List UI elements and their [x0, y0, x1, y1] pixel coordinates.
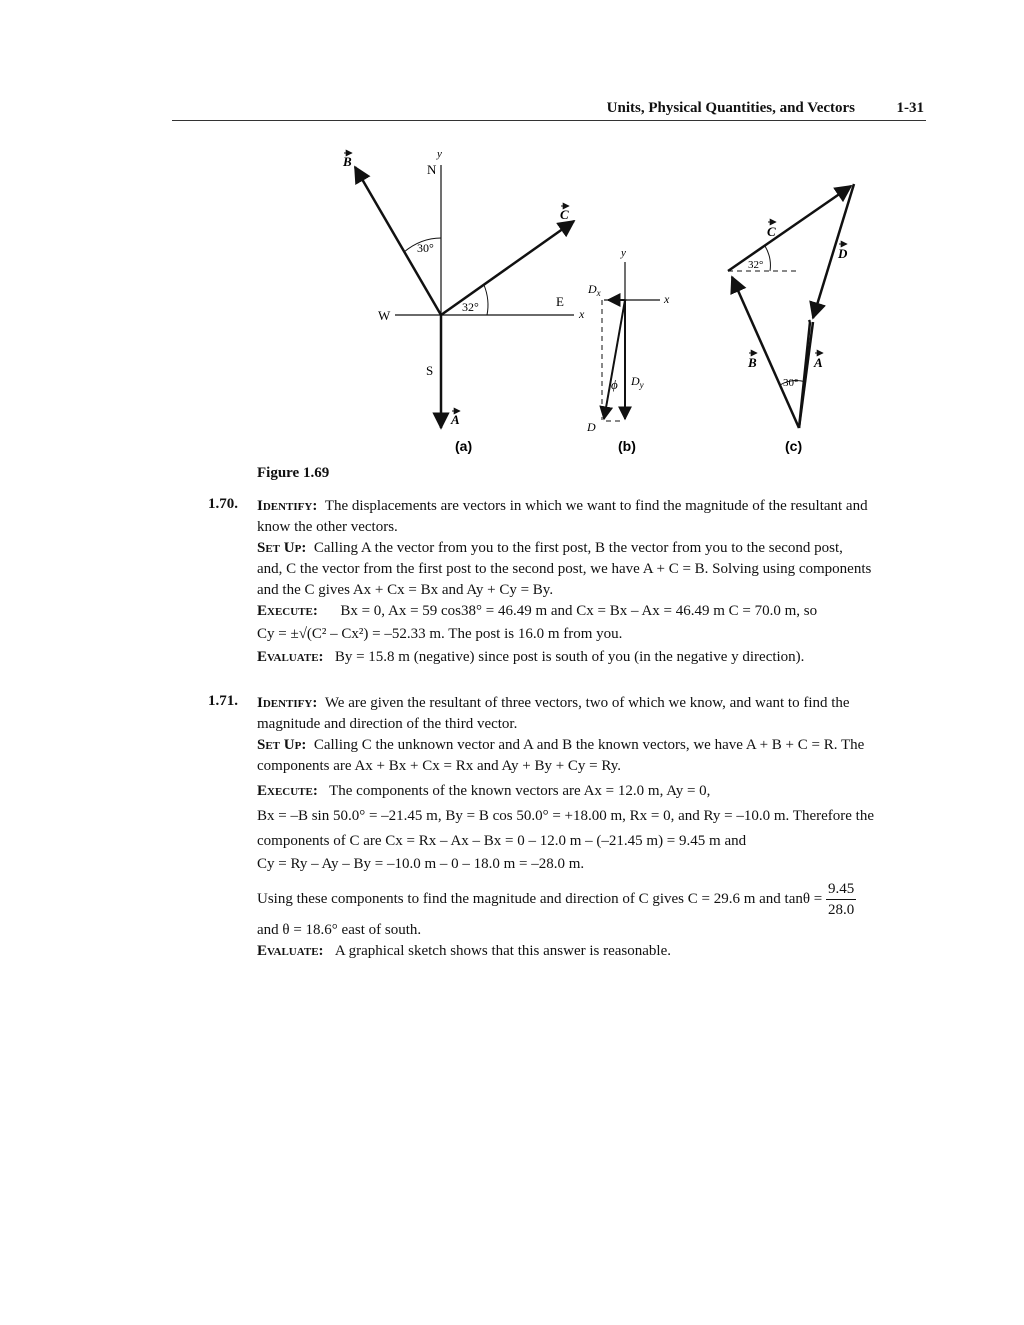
- execute-text-4: Cy = Ry – Ay – By = –10.0 m – 0 – 18.0 m = –28.0 m.: [257, 856, 585, 872]
- setup-text-2: and, C the vector from the first post to the second post, we have A + C = B. Solving using components: [257, 561, 872, 577]
- execute-170: [257, 601, 927, 622]
- panel-a: [342, 148, 585, 454]
- evaluate-text: A graphical sketch shows that this answer is reasonable.: [334, 943, 671, 959]
- label-vec-c-c: C: [767, 224, 776, 239]
- label-vec-c: C: [560, 207, 569, 222]
- label-vec-b-c: B: [748, 355, 757, 370]
- panel-a-label: (a): [455, 438, 473, 454]
- execute-text-2: Bx = –B sin 50.0° = –21.45 m, By = B cos 50.0° = +18.00 m, Rx = 0, and Ry = –10.0 m. Therefore the: [257, 808, 874, 824]
- panel-c-label: (c): [785, 438, 803, 454]
- evaluate-171: [257, 941, 927, 962]
- problem-170: [257, 496, 927, 668]
- tan-fraction: [826, 879, 856, 920]
- angle-30-c: 30°: [783, 377, 799, 389]
- label-e: E: [556, 294, 564, 309]
- label-w: W: [378, 308, 391, 323]
- evaluate-label: Evaluate:: [257, 649, 324, 665]
- identify-text-2: magnitude and direction of the third vector.: [257, 716, 518, 732]
- execute-text: Bx = 0, Ax = 59 cos38° = 46.49 m and Cx = Bx – Ax = 46.49 m C = 70.0 m, so: [340, 603, 818, 619]
- label-dx: $D_x$: [588, 282, 601, 298]
- setup-text-3: and the C gives Ax + Cx = Bx and Ay + Cy = By.: [257, 582, 554, 598]
- evaluate-text: By = 15.8 m (negative) since post is south of you (in the negative y direction).: [334, 649, 805, 665]
- label-x-b: x: [664, 292, 670, 306]
- problem-number-171: 1.71.: [208, 693, 238, 709]
- setup-170: [257, 538, 927, 559]
- header-title: Units, Physical Quantities, and Vectors: [606, 100, 855, 116]
- panel-c: [728, 184, 854, 454]
- page-number: 1-31: [896, 100, 924, 116]
- label-s: S: [426, 363, 434, 378]
- label-x: x: [579, 307, 585, 321]
- label-vec-a-c: A: [814, 355, 823, 370]
- setup-label: Set Up:: [257, 540, 307, 556]
- figure-caption: Figure 1.69: [257, 465, 330, 481]
- identify-text: The displacements are vectors in which we want to find the magnitude of the resultant and: [324, 498, 868, 514]
- setup-171: [257, 735, 927, 756]
- figure-1-69: [0, 0, 1024, 470]
- fraction-denominator: 28.0: [828, 902, 855, 918]
- panel-b: [586, 247, 670, 454]
- evaluate-label: Evaluate:: [257, 943, 324, 959]
- execute-text: The components of the known vectors are Ax = 12.0 m, Ay = 0,: [329, 783, 711, 799]
- arc-32-c: [765, 246, 770, 271]
- setup-text: Calling C the unknown vector and A and B the known vectors, we have A + B + C = R. The: [313, 737, 865, 753]
- execute-label: Execute:: [257, 603, 318, 619]
- vector-d: [604, 300, 625, 419]
- panel-b-label: (b): [618, 438, 636, 454]
- label-dy: $D_y$: [631, 374, 644, 390]
- vector-d-arrow: [813, 184, 854, 318]
- angle-32-c: 32°: [748, 259, 764, 271]
- label-n: N: [427, 162, 437, 177]
- execute-text-5: Using these components to find the magnitude and direction of C gives C = 29.6 m and tanθ =: [257, 890, 823, 907]
- label-y-b: y: [621, 247, 626, 259]
- vector-c-arrow: [441, 221, 574, 315]
- vector-a-head: [809, 320, 810, 322]
- label-vec-a: A: [451, 412, 460, 427]
- identify-label: Identify:: [257, 695, 318, 711]
- vector-b-arrow-c: [732, 277, 799, 428]
- evaluate-170: [257, 647, 927, 668]
- identify-label: Identify:: [257, 498, 318, 514]
- identify-text-2: know the other vectors.: [257, 519, 398, 535]
- execute-text-5-row: [257, 879, 927, 920]
- execute-text-2: Cy = ±√(C² – Cx²) = –52.33 m. The post is 16.0 m from you.: [257, 626, 623, 642]
- fraction-numerator: 9.45: [826, 879, 856, 900]
- label-y: y: [437, 148, 442, 160]
- angle-30: 30°: [417, 241, 434, 255]
- arc-32: [484, 285, 488, 315]
- identify-text: We are given the resultant of three vectors, two of which we know, and want to find the: [324, 695, 850, 711]
- angle-32: 32°: [462, 300, 479, 314]
- identify-171: [257, 693, 927, 714]
- problem-number-170: 1.70.: [208, 496, 238, 512]
- setup-text: Calling A the vector from you to the first post, B the vector from you to the second post,: [313, 540, 843, 556]
- setup-label: Set Up:: [257, 737, 307, 753]
- vector-a-c: [799, 322, 813, 428]
- execute-text-6: and θ = 18.6° east of south.: [257, 922, 422, 938]
- execute-text-3: components of C are Cx = Rx – Ax – Bx = 0 – 12.0 m – (–21.45 m) = 9.45 m and: [257, 833, 747, 849]
- label-vec-d: D: [838, 246, 848, 261]
- problem-171: [257, 693, 927, 962]
- label-phi: ϕ: [611, 377, 618, 392]
- identify-170: [257, 496, 927, 517]
- label-d: D: [587, 420, 596, 434]
- execute-label: Execute:: [257, 783, 318, 799]
- setup-text-2: components are Ax + Bx + Cx = Rx and Ay + By + Cy = Ry.: [257, 758, 622, 774]
- label-vec-b: B: [343, 154, 352, 169]
- execute-171: [257, 781, 927, 802]
